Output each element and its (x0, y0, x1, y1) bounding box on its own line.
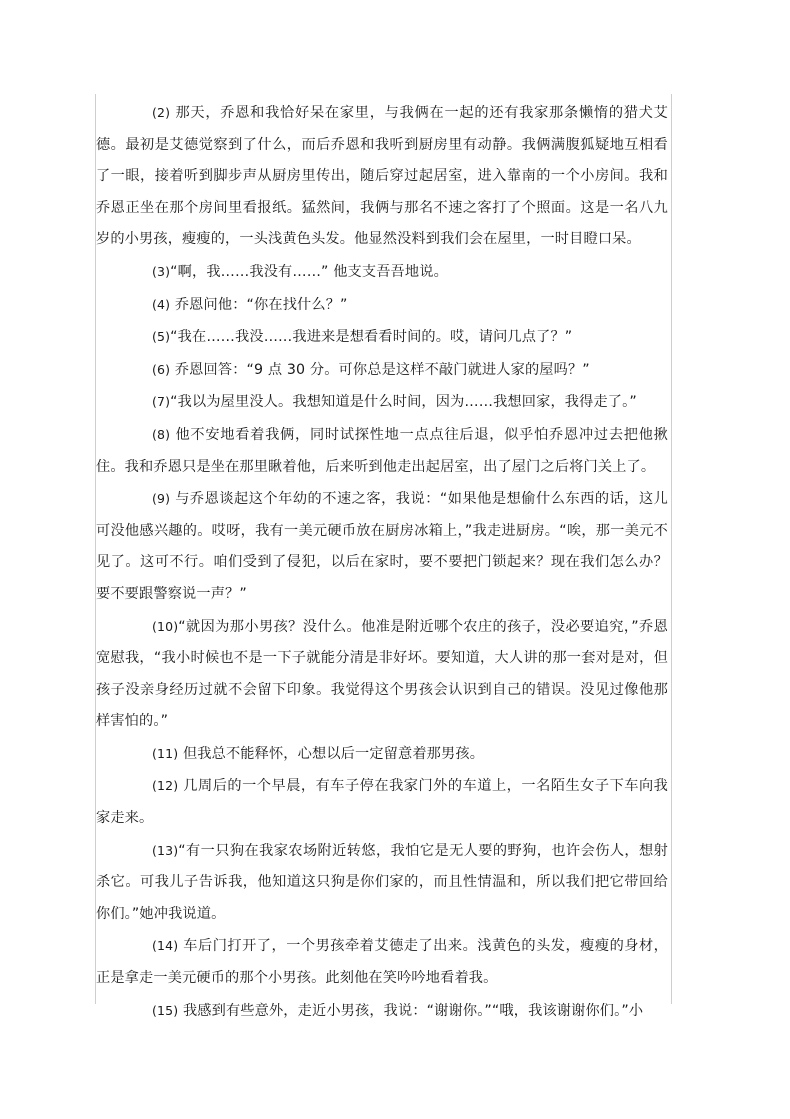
paragraph-number: (3) (152, 263, 171, 279)
paragraph-10 (96, 611, 668, 738)
paragraph-text: 乔恩回答：“9 点 30 分。可你总是这样不敲门就进人家的屋吗？” (174, 361, 590, 378)
paragraph-text: 乔恩问他：“你在找什么？” (174, 296, 348, 313)
paragraph-4 (96, 289, 668, 322)
paragraph-number: (4) (152, 296, 171, 312)
paragraph-number: (10) (152, 618, 179, 634)
paragraph-14 (96, 930, 668, 994)
paragraph-2 (96, 97, 668, 256)
paragraph-text: 我感到有些意外，走近小男孩，我说：“谢谢你。”“哦，我该谢谢你们。”小 (182, 1002, 644, 1019)
paragraph-7 (96, 386, 668, 419)
paragraph-number: (7) (152, 394, 171, 410)
paragraph-text: 那天，乔恩和我恰好呆在家里，与我俩在一起的还有我家那条懒惰的猎犬艾德。最初是艾德觉察到了什么，而后乔恩和我听到厨房里有动静。我俩满腹狐疑地互相看了一眼，接着听到脚步声从厨房里传出，随后穿过起居室，进入靠南的一个小房间。我和乔恩正坐在那个房间里看报纸。猛然间，我俩与那名不速之客打了个照面。这是一名八九岁的小男孩，瘦瘦的，一头浅黄色头发。他显然没料到我们会在屋里，一时目瞪口呆。 (96, 105, 669, 248)
paragraph-text: 与乔恩谈起这个年幼的不速之客，我说：“如果他是想偷什么东西的话，这儿可没他感兴趣的。哎呀，我有一美元硬币放在厨房冰箱上，”我走进厨房。“唉，那一美元不见了。这可不行。咱们受到了侵犯，以后在家时，要不要把门锁起来？现在我们怎么办？要不要跟警察说一声？” (96, 491, 668, 602)
paragraph-11 (96, 738, 668, 771)
paragraph-number: (13) (152, 842, 179, 858)
article-body (96, 97, 668, 1027)
paragraph-text: 车后门打开了，一个男孩牵着艾德走了出来。浅黄色的头发，瘦瘦的身材，正是拿走一美元硬币的那个小男孩。此刻他在笑吟吟地看着我。 (96, 938, 668, 987)
paragraph-number: (6) (152, 361, 171, 377)
paragraph-text: “我以为屋里没人。我想知道是什么时间，因为……我想回家，我得走了。” (170, 394, 637, 411)
paragraph-number: (15) (152, 1002, 179, 1018)
paragraph-3 (96, 256, 668, 289)
paragraph-number: (5) (152, 329, 171, 345)
paragraph-6 (96, 354, 668, 387)
paragraph-12 (96, 770, 668, 834)
paragraph-text: 他不安地看着我俩，同时试探性地一点点往后退，似乎怕乔恩冲过去把他揪住。我和乔恩只是坐在那里瞅着他，后来听到他走出起居室，出了屋门之后将门关上了。 (96, 426, 669, 475)
paragraph-text: “啊，我……我没有……” 他支支吾吾地说。 (170, 263, 448, 280)
paragraph-text: 但我总不能释怀，心想以后一定留意着那男孩。 (182, 745, 485, 762)
paragraph-number: (12) (152, 778, 179, 794)
paragraph-number: (8) (152, 426, 171, 442)
paragraph-5 (96, 321, 668, 354)
paragraph-number: (11) (152, 745, 179, 761)
paragraph-13 (96, 835, 668, 931)
paragraph-number: (2) (152, 105, 171, 120)
paragraph-text: “我在……我没……我进来是想看看时间的。哎，请问几点了？” (170, 329, 573, 346)
paragraph-text: “有一只狗在我家农场附近转悠，我怕它是无人要的野狗，也许会伤人，想射杀它。可我儿子告诉我，他知道这只狗是你们家的，而且性情温和，所以我们把它带回给你们。”她冲我说道。 (96, 842, 668, 922)
paragraph-text: 几周后的一个早晨，有车子停在我家门外的车道上，一名陌生女子下车向我家走来。 (96, 778, 668, 827)
paragraph-8 (96, 419, 668, 483)
paragraph-9 (96, 483, 668, 610)
paragraph-text: “就因为那小男孩？没什么。他准是附近哪个农庄的孩子，没必要追究，”乔恩宽慰我，“我小时候也不是一下子就能分清是非好坏。要知道，大人讲的那一套对是对，但孩子没亲身经历过就不会留下印象。我觉得这个男孩会认识到自己的错误。没见过像他那样害怕的。” (96, 618, 668, 730)
paragraph-number: (9) (152, 491, 171, 507)
paragraph-15 (96, 995, 668, 1028)
paragraph-number: (14) (152, 938, 179, 954)
